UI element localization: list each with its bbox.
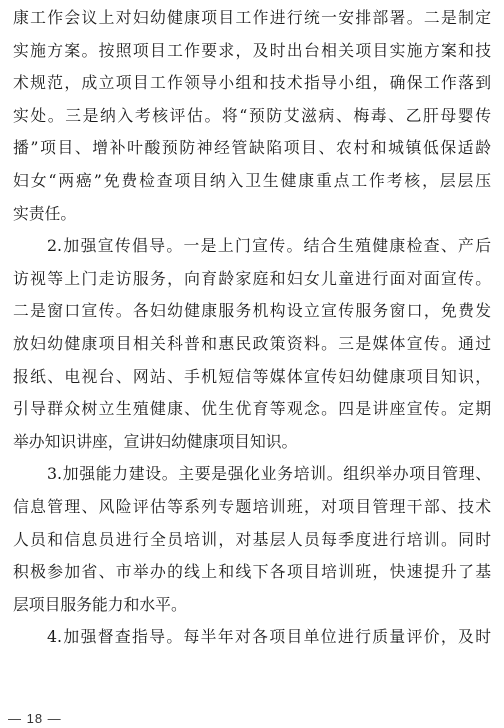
text-line: 人员和信息员进行全员培训，对基层人员每季度进行培训。同时 — [13, 529, 491, 549]
text-line: 术规范，成立项目工作领导小组和技术指导小组，确保工作落到 — [13, 73, 491, 93]
text-line: 二是窗口宣传。各妇幼健康服务机构设立宣传服务窗口，免费发 — [13, 301, 491, 321]
text-line: 举办知识讲座，宣讲妇幼健康项目知识。 — [13, 431, 298, 451]
text-line: 妇女“两癌”免费检查项目纳入卫生健康重点工作考核，层层压 — [13, 170, 491, 190]
section-heading-line: 4.加强督查指导。每半年对各项目单位进行质量评价，及时 — [47, 627, 491, 647]
section-heading-line: 2.加强宣传倡导。一是上门宣传。结合生殖健康检查、产后 — [47, 236, 491, 256]
body-text — [13, 2, 491, 654]
text-line: 播”项目、增补叶酸预防神经管缺陷项目、农村和城镇低保适龄 — [13, 138, 491, 158]
page-number: — 18 — — [8, 711, 62, 726]
text-line: 引导群众树立生殖健康、优生优育等观念。四是讲座宣传。定期 — [13, 399, 491, 419]
text-line: 康工作会议上对妇幼健康项目工作进行统一安排部署。二是制定 — [13, 8, 491, 27]
text-line: 层项目服务能力和水平。 — [13, 594, 187, 614]
text-line: 放妇幼健康项目相关科普和惠民政策资料。三是媒体宣传。通过 — [13, 333, 491, 353]
section-heading-line: 3.加强能力建设。主要是强化业务培训。组织举办项目管理、 — [47, 464, 491, 484]
text-line: 实处。三是纳入考核评估。将“预防艾滋病、梅毒、乙肝母婴传 — [13, 105, 491, 125]
text-line: 实责任。 — [13, 203, 77, 223]
text-line: 信息管理、风险评估等系列专题培训班，对项目管理干部、技术 — [13, 496, 491, 516]
text-line: 实施方案。按照项目工作要求，及时出台相关项目实施方案和技 — [13, 40, 491, 60]
text-line: 访视等上门走访服务，向育龄家庭和妇女儿童进行面对面宣传。 — [13, 268, 491, 288]
text-line: 报纸、电视台、网站、手机短信等媒体宣传妇幼健康项目知识， — [13, 366, 491, 386]
text-line: 积极参加省、市举办的线上和线下各项目培训班，快速提升了基 — [13, 562, 491, 582]
